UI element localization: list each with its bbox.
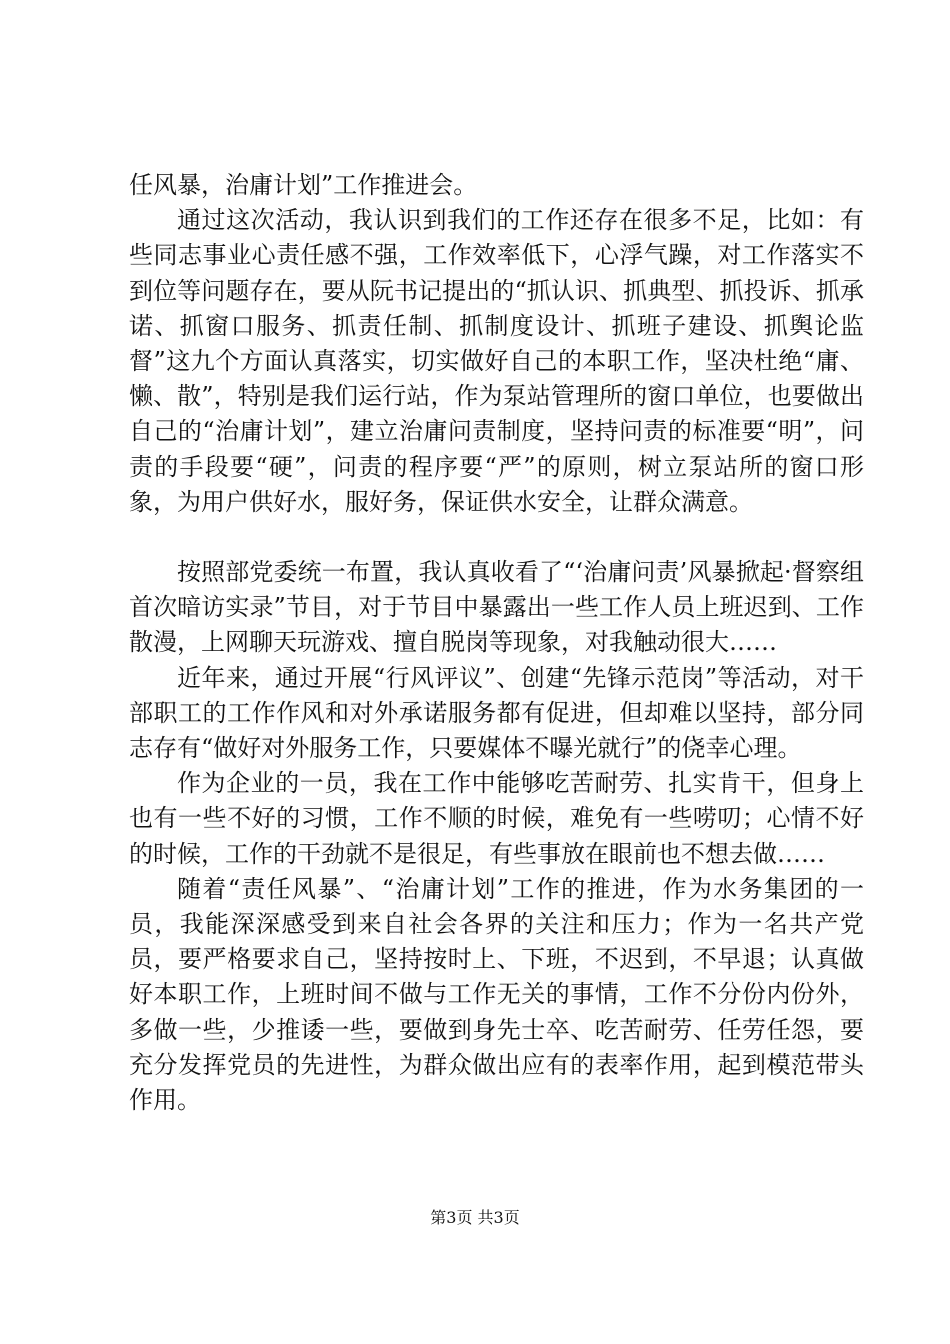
paragraph-self-assessment: 作为企业的一员，我在工作中能够吃苦耐劳、扎实肯干，但身上也有一些不好的习惯，工作不顺的时候，难免有一些唠叨；心情不好的时候，工作的干劲就不是很足，有些事放在眼前也不想去做……: [129, 769, 864, 868]
paragraph-program-viewing: 按照部党委统一布置，我认真收看了“‘治庸问责’风暴掀起·督察组首次暗访实录”节目，对于节目中暴露出一些工作人员上班迟到、工作散漫，上网聊天玩游戏、擅自脱岗等现象，对我触动很大……: [129, 558, 864, 657]
page-footer: 第3页 共3页: [430, 1208, 520, 1227]
document-body: [129, 168, 864, 1118]
paragraph-gap: [129, 520, 864, 555]
paragraph-activity-reflection: 通过这次活动，我认识到我们的工作还存在很多不足，比如：有些同志事业心责任感不强，工作效率低下，心浮气躁，对工作落实不到位等问题存在，要从阮书记提出的“抓认识、抓典型、抓投诉、抓承诺、抓窗口服务、抓责任制、抓制度设计、抓班子建设、抓舆论监督”这九个方面认真落实，切实做好自己的本职工作，坚决杜绝“庸、懒、散”，特别是我们运行站，作为泵站管理所的窗口单位，也要做出自己的“治庸计划”，建立治庸问责制度，坚持问责的标准要“明”，问责的手段要“硬”，问责的程序要“严”的原则，树立泵站所的窗口形象，为用户供好水，服好务，保证供水安全，让群众满意。: [129, 206, 864, 516]
paragraph-continuation: 任风暴，治庸计划”工作推进会。: [129, 171, 478, 199]
paragraph-commitment: 随着“责任风暴”、“治庸计划”工作的推进，作为水务集团的一员，我能深深感受到来自社会各界的关注和压力；作为一名共产党员，要严格要求自己，坚持按时上、下班，不迟到，不早退；认真做好本职工作，上班时间不做与工作无关的事情，工作不分份内份外，多做一些，少推诿一些，要做到身先士卒、吃苦耐劳、任劳任怨，要充分发挥党员的先进性，为群众做出应有的表率作用，起到模范带头作用。: [129, 874, 864, 1115]
paragraph-recent-years: 近年来，通过开展“行风评议”、创建“先锋示范岗”等活动，对干部职工的工作作风和对外承诺服务都有促进，但却难以坚持，部分同志存有“做好对外服务工作，只要媒体不曝光就行”的侥幸心理。: [129, 663, 864, 763]
